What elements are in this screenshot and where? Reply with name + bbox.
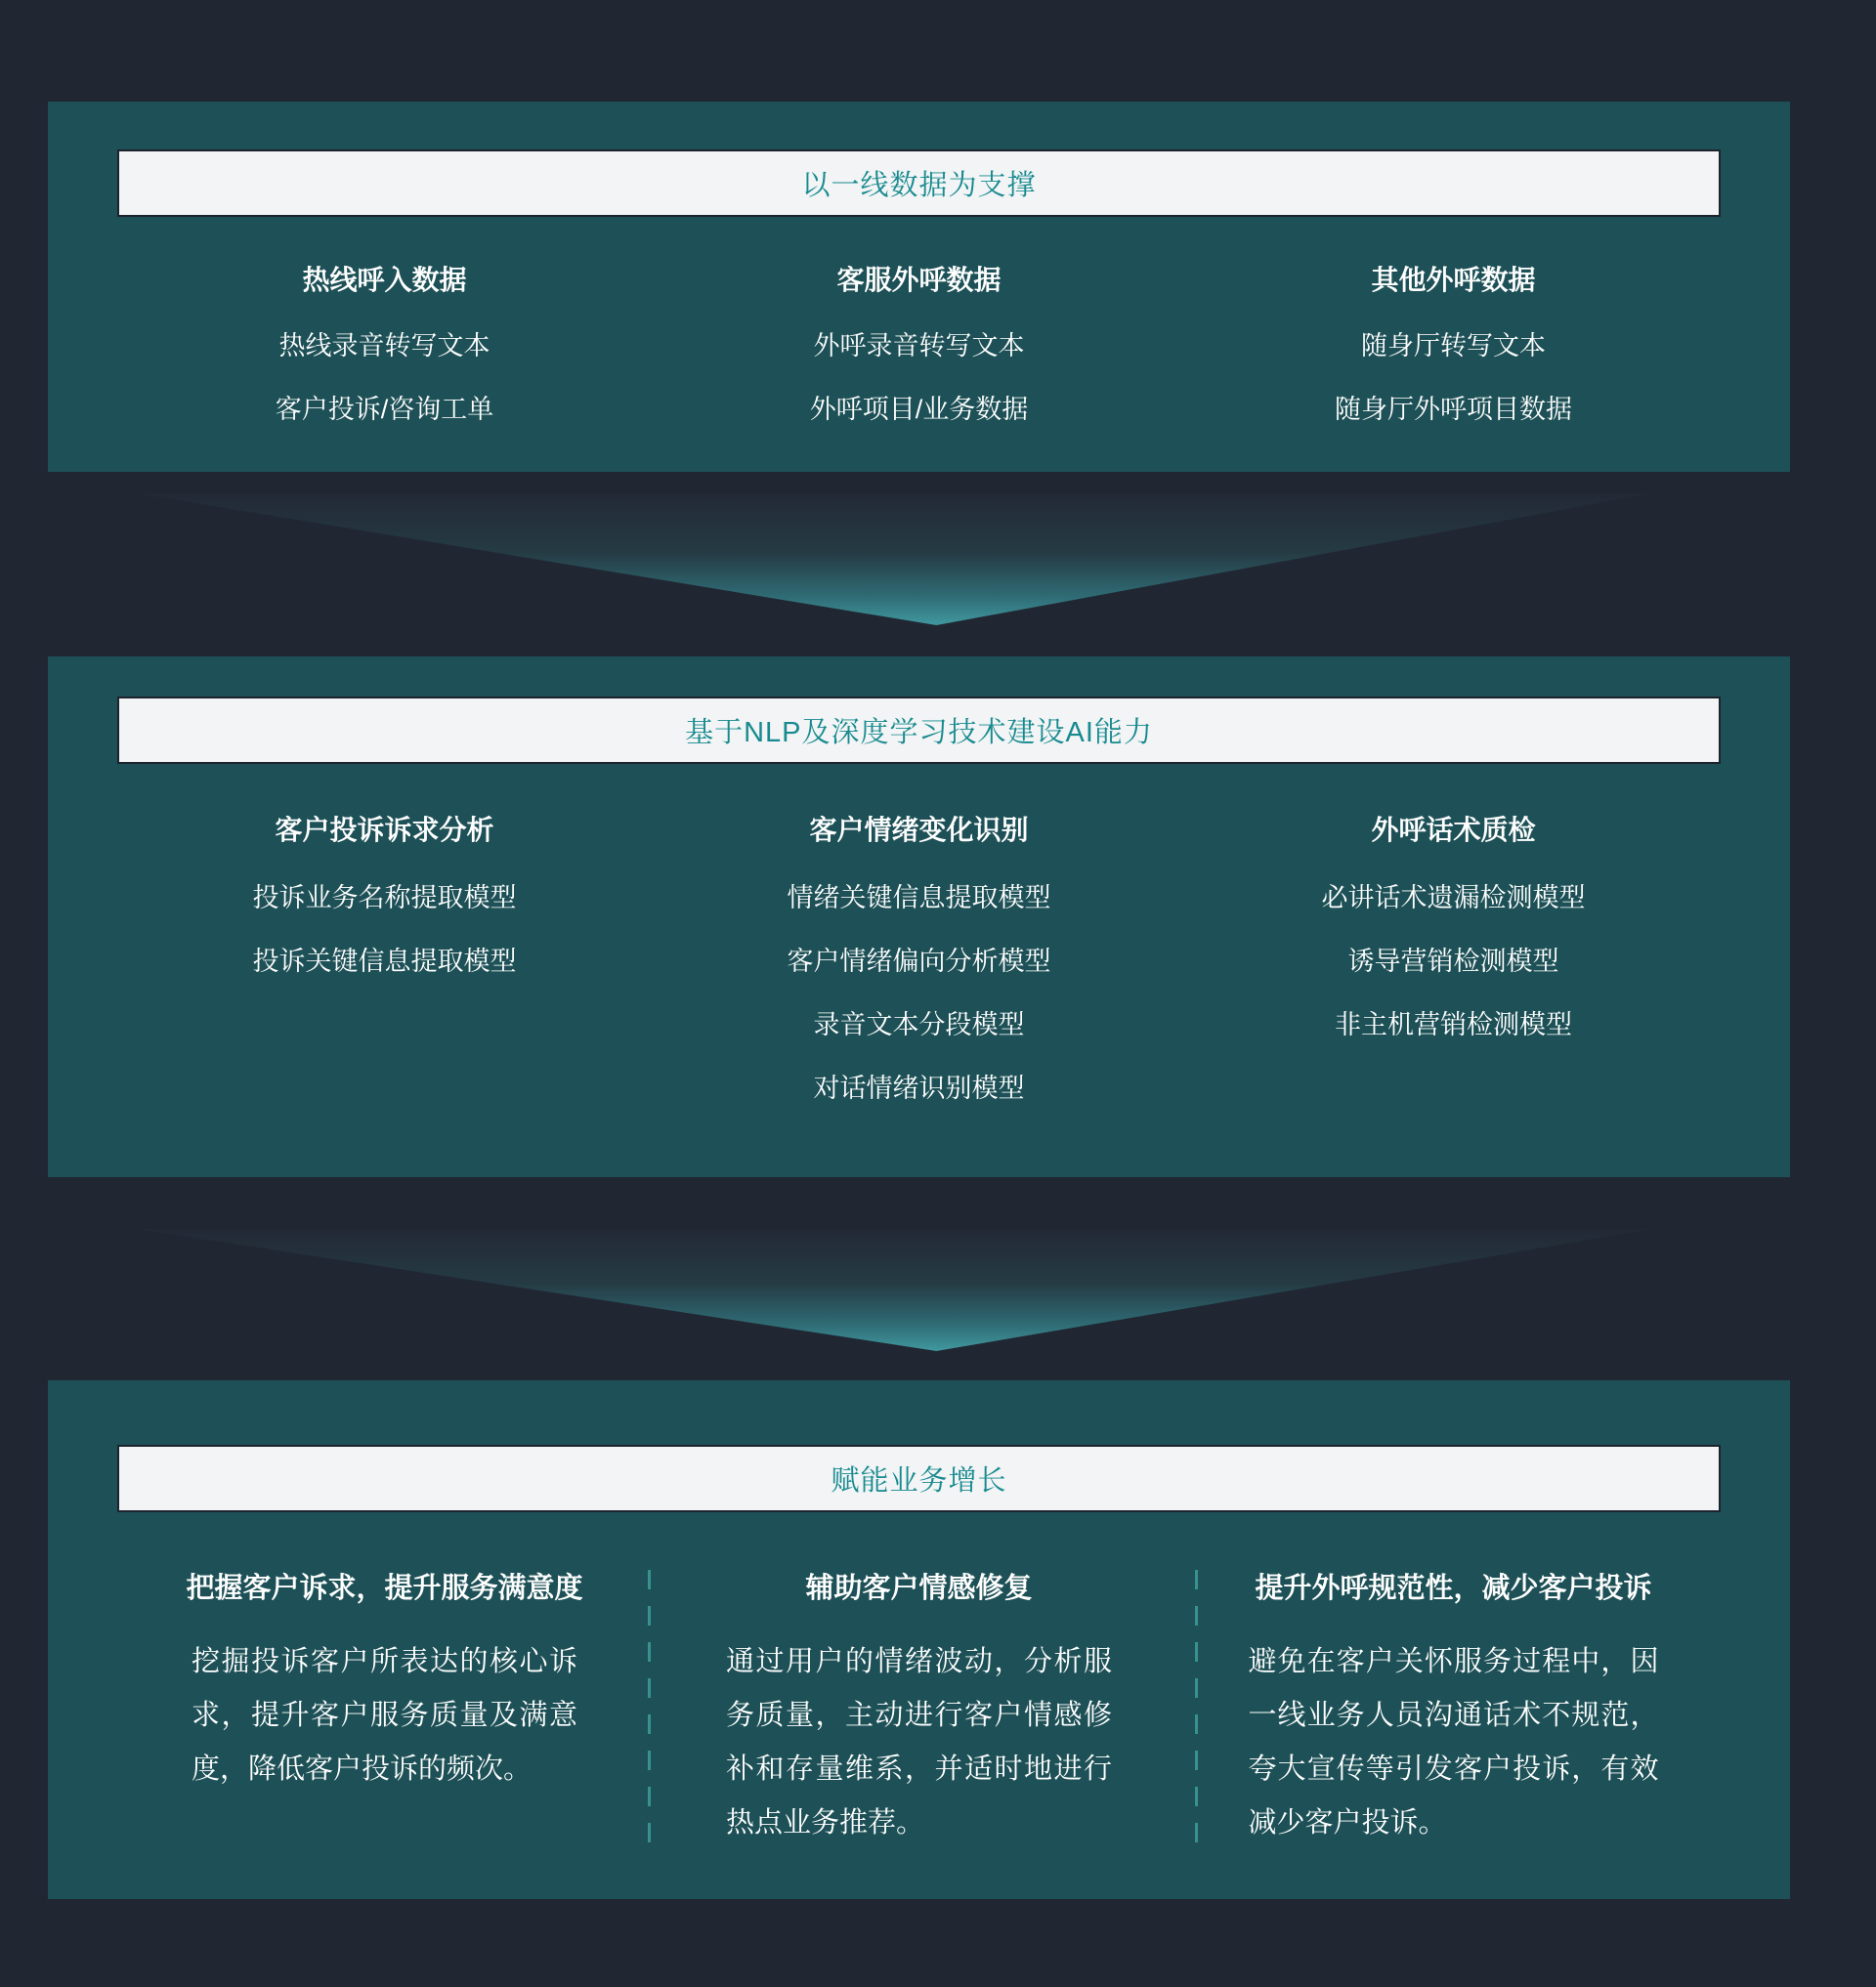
column-service-outbound	[652, 267, 1186, 460]
column-title: 外呼话术质检	[1371, 815, 1536, 845]
benefit-outbound-compliance	[1186, 1575, 1721, 1850]
column-item: 对话情绪识别模型	[813, 1074, 1025, 1103]
column-item: 客户情绪偏向分析模型	[787, 947, 1051, 976]
column-item: 外呼项目/业务数据	[809, 395, 1029, 424]
column-item: 录音文本分段模型	[813, 1010, 1025, 1039]
column-item: 外呼录音转写文本	[813, 331, 1025, 360]
column-item: 诱导营销检测模型	[1347, 947, 1559, 976]
column-complaint-analysis	[117, 817, 652, 1139]
section-3-title: 赋能业务增长	[831, 1465, 1007, 1497]
column-hotline-inbound	[117, 267, 652, 460]
benefit-grasp-demands	[117, 1575, 652, 1850]
column-item: 非主机营销检测模型	[1334, 1010, 1572, 1039]
column-title: 客户情绪变化识别	[809, 815, 1029, 845]
column-item: 随身厅转写文本	[1360, 331, 1546, 360]
down-arrow-icon	[137, 1229, 1651, 1351]
benefit-paragraph: 避免在客户关怀服务过程中，因一线业务人员沟通话术不规范，夸大宣传等引发客户投诉，有效减少客户投诉。	[1248, 1646, 1659, 1839]
section-2-columns	[117, 817, 1721, 1139]
column-title: 客服外呼数据	[836, 265, 1002, 295]
benefit-paragraph: 通过用户的情绪波动，分析服务质量，主动进行客户情感修补和存量维系，并适时地进行热点业务推荐。	[725, 1646, 1112, 1839]
section-2-title: 基于NLP及深度学习技术建设AI能力	[685, 717, 1153, 748]
section-frontline-data	[48, 102, 1790, 472]
section-ai-capability	[48, 656, 1790, 1177]
section-3-header-bar	[117, 1445, 1721, 1512]
benefit-emotion-repair	[652, 1575, 1186, 1850]
column-title: 客户投诉诉求分析	[275, 815, 494, 845]
benefit-title: 把握客户诉求，提升服务满意度	[186, 1573, 583, 1604]
section-business-growth	[48, 1380, 1790, 1899]
benefit-title: 提升外呼规范性，减少客户投诉	[1255, 1573, 1652, 1604]
section-1-columns	[117, 267, 1721, 460]
benefit-title: 辅助客户情感修复	[805, 1573, 1033, 1604]
column-item: 投诉业务名称提取模型	[252, 883, 517, 912]
column-title: 其他外呼数据	[1371, 265, 1536, 295]
column-title: 热线呼入数据	[302, 265, 467, 295]
column-item: 随身厅外呼项目数据	[1334, 395, 1572, 424]
column-item: 热线录音转写文本	[278, 331, 490, 360]
column-item: 客户投诉/咨询工单	[275, 395, 494, 424]
column-script-quality-check	[1186, 817, 1721, 1139]
column-item: 情绪关键信息提取模型	[787, 883, 1051, 912]
section-2-header-bar	[117, 697, 1721, 764]
benefit-paragraph: 挖掘投诉客户所表达的核心诉求，提升客户服务质量及满意度，降低客户投诉的频次。	[191, 1646, 577, 1785]
column-item: 投诉关键信息提取模型	[252, 947, 517, 976]
section-3-columns	[117, 1575, 1721, 1850]
column-other-outbound	[1186, 267, 1721, 460]
section-1-header-bar	[117, 149, 1721, 217]
section-1-title: 以一线数据为支撑	[801, 170, 1037, 201]
column-item: 必讲话术遗漏检测模型	[1321, 883, 1586, 912]
down-arrow-icon	[137, 493, 1651, 625]
column-emotion-recognition	[652, 817, 1186, 1139]
